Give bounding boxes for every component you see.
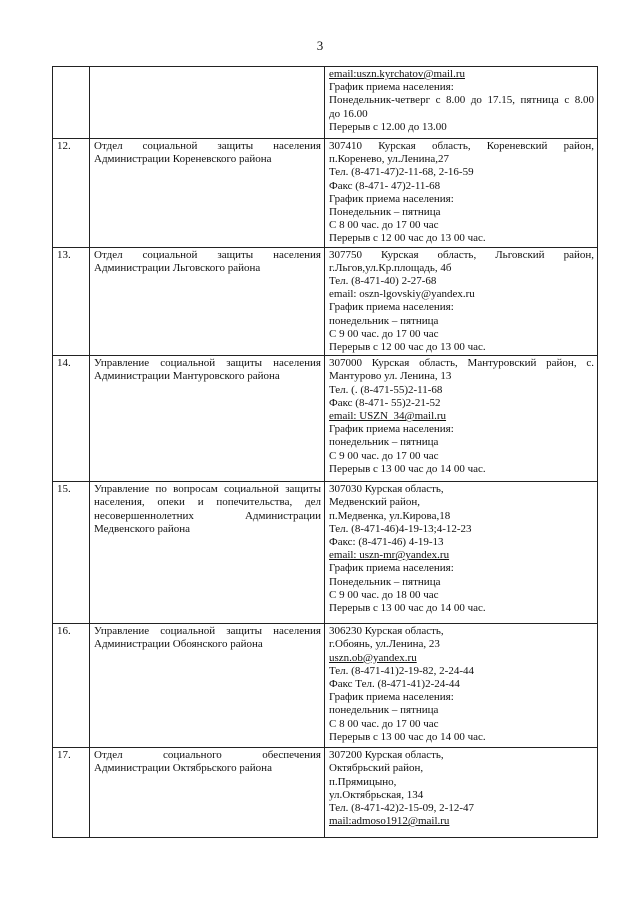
schedule-hours: С 9 00 час. до 17 00 час	[329, 449, 439, 462]
fax-line: Факс (8-471- 55)2-21-52	[329, 396, 441, 409]
email-link[interactable]: email:uszn.kyrchatov@mail.ru	[329, 68, 465, 80]
address-line: Медвенский район,	[329, 496, 421, 509]
phone-line: Тел. (8-471-46)4-19-13;4-12-23	[329, 522, 472, 535]
row-number: 14.	[53, 356, 90, 482]
break-time: Перерыв с 13 00 час до 14 00 час.	[329, 462, 486, 475]
schedule-days: Понедельник – пятница	[329, 206, 441, 219]
address-line: 306230 Курская область,	[329, 625, 444, 638]
phone-line: Тел. (8-471-40) 2-27-68	[329, 275, 437, 288]
schedule-hours: С 9 00 час. до 17 00 час	[329, 327, 439, 340]
schedule-days: понедельник – пятница	[329, 704, 439, 717]
address-line: 307200 Курская область,	[329, 749, 444, 762]
phone-line: Тел. (8-471-42)2-15-09, 2-12-47	[329, 802, 474, 815]
contact-info	[325, 67, 598, 139]
schedule-heading: График приема населения:	[329, 562, 454, 575]
fax-line: Факс: (8-471-46) 4-19-13	[329, 536, 444, 549]
contact-info	[325, 748, 598, 838]
table-row	[53, 139, 598, 248]
schedule-heading: График приема населения:	[329, 691, 454, 704]
table-row	[53, 67, 598, 139]
address-line: 307750 Курская область, Льговский район,	[329, 248, 594, 261]
email-link[interactable]: mail:admoso1912@mail.ru	[329, 815, 450, 828]
address-line: ул.Октябрьская, 134	[329, 788, 424, 801]
contact-info	[325, 247, 598, 356]
department-name: Управление социальной защиты населения Администрации Мантуровского района	[90, 356, 325, 482]
break-time: Перерыв с 12.00 до 13.00	[329, 120, 447, 133]
address-line: г.Обоянь, ул.Ленина, 23	[329, 638, 440, 651]
schedule-heading: График приема населения:	[329, 301, 454, 314]
schedule-heading: График приема населения:	[329, 81, 454, 94]
schedule-hours: С 8 00 час. до 17 00 час	[329, 717, 439, 730]
department-name: Отдел социальной защиты населения Администрации Льговского района	[90, 247, 325, 356]
email-link[interactable]: email: USZN_34@mail.ru	[329, 410, 447, 423]
address-line: п.Коренево, ул.Ленина,27	[329, 153, 450, 166]
table-row	[53, 247, 598, 356]
schedule-hours: С 9 00 час. до 18 00 час	[329, 588, 439, 601]
email-link[interactable]: email: uszn-mr@yandex.ru	[329, 549, 450, 562]
address-line: 307000 Курская область, Мантуровский район, с.	[329, 357, 594, 370]
schedule-days: Понедельник-четверг с 8.00 до 17.15, пятница с 8.00	[329, 94, 594, 107]
email-line[interactable]: email: oszn-lgovskiy@yandex.ru	[329, 288, 475, 301]
address-line: 307410 Курская область, Кореневский район,	[329, 140, 594, 152]
department-name	[90, 67, 325, 139]
social-services-table	[52, 66, 598, 838]
table-row	[53, 748, 598, 838]
schedule-heading: График приема населения:	[329, 192, 454, 205]
row-number: 15.	[53, 482, 90, 624]
table-row	[53, 624, 598, 748]
schedule-heading: График приема населения:	[329, 423, 454, 436]
fax-line: Факс (8-471- 47)2-11-68	[329, 179, 441, 192]
row-number: 17.	[53, 748, 90, 838]
contact-info	[325, 356, 598, 482]
contact-info	[325, 482, 598, 624]
schedule-days: понедельник – пятница	[329, 314, 439, 327]
row-number: 12.	[53, 139, 90, 248]
break-time: Перерыв с 13 00 час до 14 00 час.	[329, 602, 486, 615]
address-line: 307030 Курская область,	[329, 483, 444, 496]
department-name: Отдел социального обеспечения Администрации Октябрьского района	[90, 748, 325, 838]
address-line: Мантурово ул. Ленина, 13	[329, 370, 452, 383]
address-line: Октябрьский район,	[329, 762, 424, 775]
contact-info	[325, 139, 598, 248]
address-line: г.Льгов,ул.Кр.площадь, 4б	[329, 261, 452, 274]
schedule-hours: С 8 00 час. до 17 00 час	[329, 219, 439, 232]
contact-info	[325, 624, 598, 748]
department-name: Отдел социальной защиты населения Администрации Кореневского района	[90, 139, 325, 248]
break-time: Перерыв с 13 00 час до 14 00 час.	[329, 730, 486, 743]
table-row	[53, 356, 598, 482]
schedule-hours: до 16.00	[329, 107, 368, 120]
schedule-days: Понедельник – пятница	[329, 575, 441, 588]
department-name: Управление по вопросам социальной защиты населения, опеки и попечительства, дел несовершеннолетних Администрации Медвенского района	[90, 482, 325, 624]
break-time: Перерыв с 12 00 час до 13 00 час.	[329, 341, 486, 354]
schedule-days: понедельник – пятница	[329, 436, 439, 449]
phone-line: Тел. (. (8-471-55)2-11-68	[329, 383, 443, 396]
page-number: 3	[316, 38, 324, 53]
row-number: 13.	[53, 247, 90, 356]
email-link[interactable]: uszn.ob@yandex.ru	[329, 651, 417, 664]
row-number	[53, 67, 90, 139]
row-number: 16.	[53, 624, 90, 748]
address-line: п.Прямицыно,	[329, 775, 397, 788]
break-time: Перерыв с 12 00 час до 13 00 час.	[329, 232, 486, 245]
table-row	[53, 482, 598, 624]
fax-line: Факс Тел. (8-471-41)2-24-44	[329, 678, 460, 691]
department-name: Управление социальной защиты населения Администрации Обоянского района	[90, 624, 325, 748]
phone-line: Тел. (8-471-41)2-19-82, 2-24-44	[329, 664, 474, 677]
phone-line: Тел. (8-471-47)2-11-68, 2-16-59	[329, 166, 474, 179]
address-line: п.Медвенка, ул.Кирова,18	[329, 509, 451, 522]
